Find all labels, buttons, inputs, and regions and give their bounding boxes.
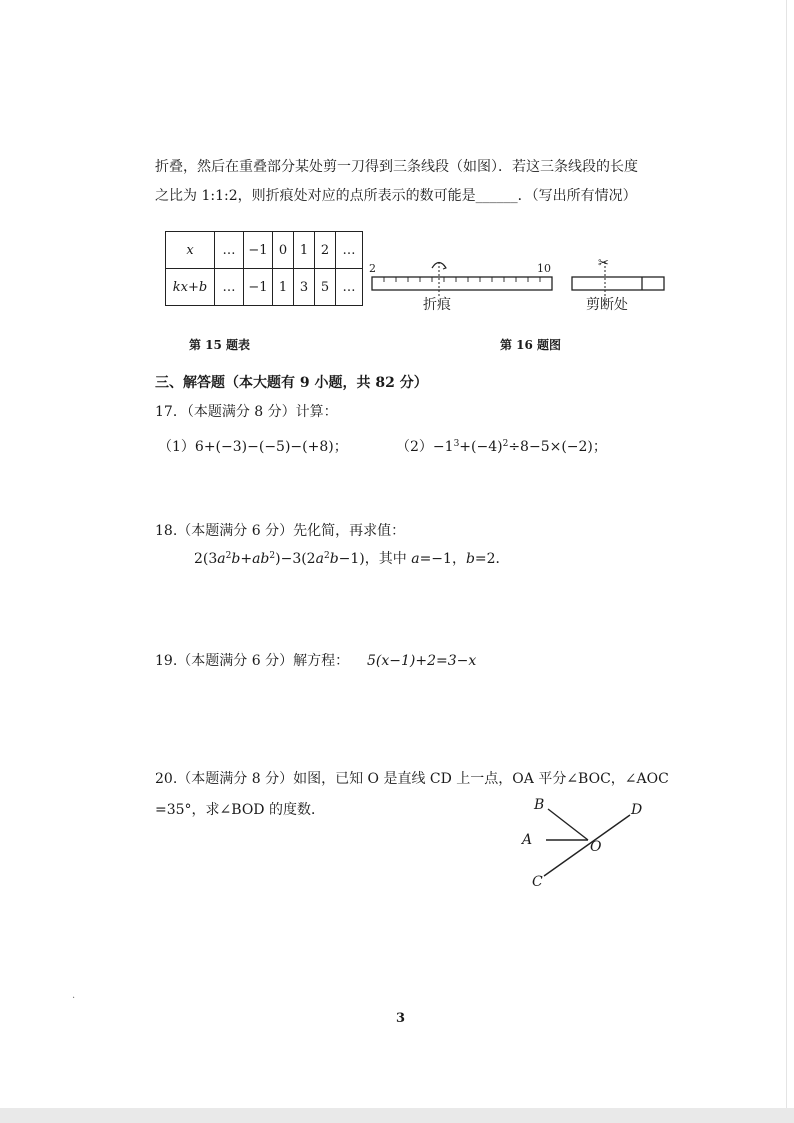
q20-line1: 20.（本题满分 8 分）如图，已知 O 是直线 CD 上一点，OA 平分∠BOC，∠AOC	[155, 771, 669, 787]
crease-label: 折痕	[423, 297, 451, 313]
q16-line1-text: 折叠，然后在重叠部分某处剪一刀得到三条线段（如图）．若这三条线段的长度	[155, 159, 638, 175]
table-cell: …	[336, 269, 363, 306]
table-cell: …	[336, 232, 363, 269]
point-label-C: C	[532, 874, 543, 890]
q18-head: 18.（本题满分 6 分）先化简，再求值：	[155, 523, 406, 539]
ruler-strip	[372, 277, 552, 290]
table-cell: x	[166, 232, 215, 269]
table-cell: 1	[294, 232, 315, 269]
table-cell: …	[215, 232, 244, 269]
q17-p2-c: ÷8−5×(−2)；	[508, 439, 607, 455]
ruler-ticks	[384, 277, 540, 282]
q17-p2-exp1: 3	[453, 439, 460, 449]
q18-expression: $2(3a^2b+ab^2)-3(2a^2b-1)$，其中 a=−1，b=2．	[194, 551, 510, 567]
q17-p1-expr: 6+(−3)−(−5)−(+8)；	[194, 439, 348, 455]
ruler-left-number: 2	[369, 262, 376, 275]
table-cell: 1	[273, 269, 294, 306]
point-label-O: O	[590, 839, 602, 855]
q20-line2: =35°，求∠BOD 的度数．	[155, 802, 325, 818]
folded-strip	[572, 277, 664, 290]
answer-blank[interactable]: ______	[475, 188, 518, 204]
point-label-A: A	[522, 832, 533, 848]
page-number: 3	[396, 1011, 406, 1026]
table-cell: 3	[294, 269, 315, 306]
q19-head: 19.（本题满分 6 分）解方程：	[155, 653, 350, 669]
q17-p2-label: （2）	[396, 439, 433, 455]
q17-p2-a: −1	[432, 439, 454, 455]
point-label-D: D	[631, 802, 643, 818]
table-cell: 2	[315, 232, 336, 269]
caption-table: 第 15 题表	[189, 338, 251, 352]
q16-line2-post: ．（写出所有情况）	[517, 188, 637, 204]
stray-mark: ·	[72, 993, 76, 1004]
table-cell: kx+b	[166, 269, 215, 306]
q19-equation: 5(x−1)+2=3−x	[367, 653, 477, 669]
table-cell: 0	[273, 232, 294, 269]
table-cell: 5	[315, 269, 336, 306]
q16-line2-pre: 之比为 1:1:2，则折痕处对应的点所表示的数可能是	[155, 188, 476, 204]
q17-p2-b: +(−4)	[459, 439, 503, 455]
caption-figure: 第 16 题图	[500, 338, 562, 352]
exam-page	[8, 0, 787, 1108]
table-cell: …	[215, 269, 244, 306]
section-heading: 三、解答题（本大题有 9 小题，共 82 分）	[155, 375, 428, 391]
scissors-icon: ✂	[598, 256, 609, 271]
q17-part1	[158, 438, 348, 456]
q17-p1-label: （1）	[158, 439, 195, 455]
scan-bottom-strip	[0, 1108, 794, 1123]
q17-p2-exp2: 2	[502, 439, 509, 449]
q17-part2	[396, 438, 607, 456]
q17-head: 17．（本题满分 8 分）计算：	[155, 404, 338, 420]
figure-16	[8, 0, 786, 400]
table-cell: −1	[244, 232, 273, 269]
ruler-right-number: 10	[537, 262, 551, 275]
fold-arrowhead-icon	[443, 265, 446, 269]
cut-label: 剪断处	[586, 297, 628, 313]
table-cell: −1	[244, 269, 273, 306]
figure-20-lines	[544, 809, 630, 876]
point-label-B: B	[534, 797, 545, 813]
